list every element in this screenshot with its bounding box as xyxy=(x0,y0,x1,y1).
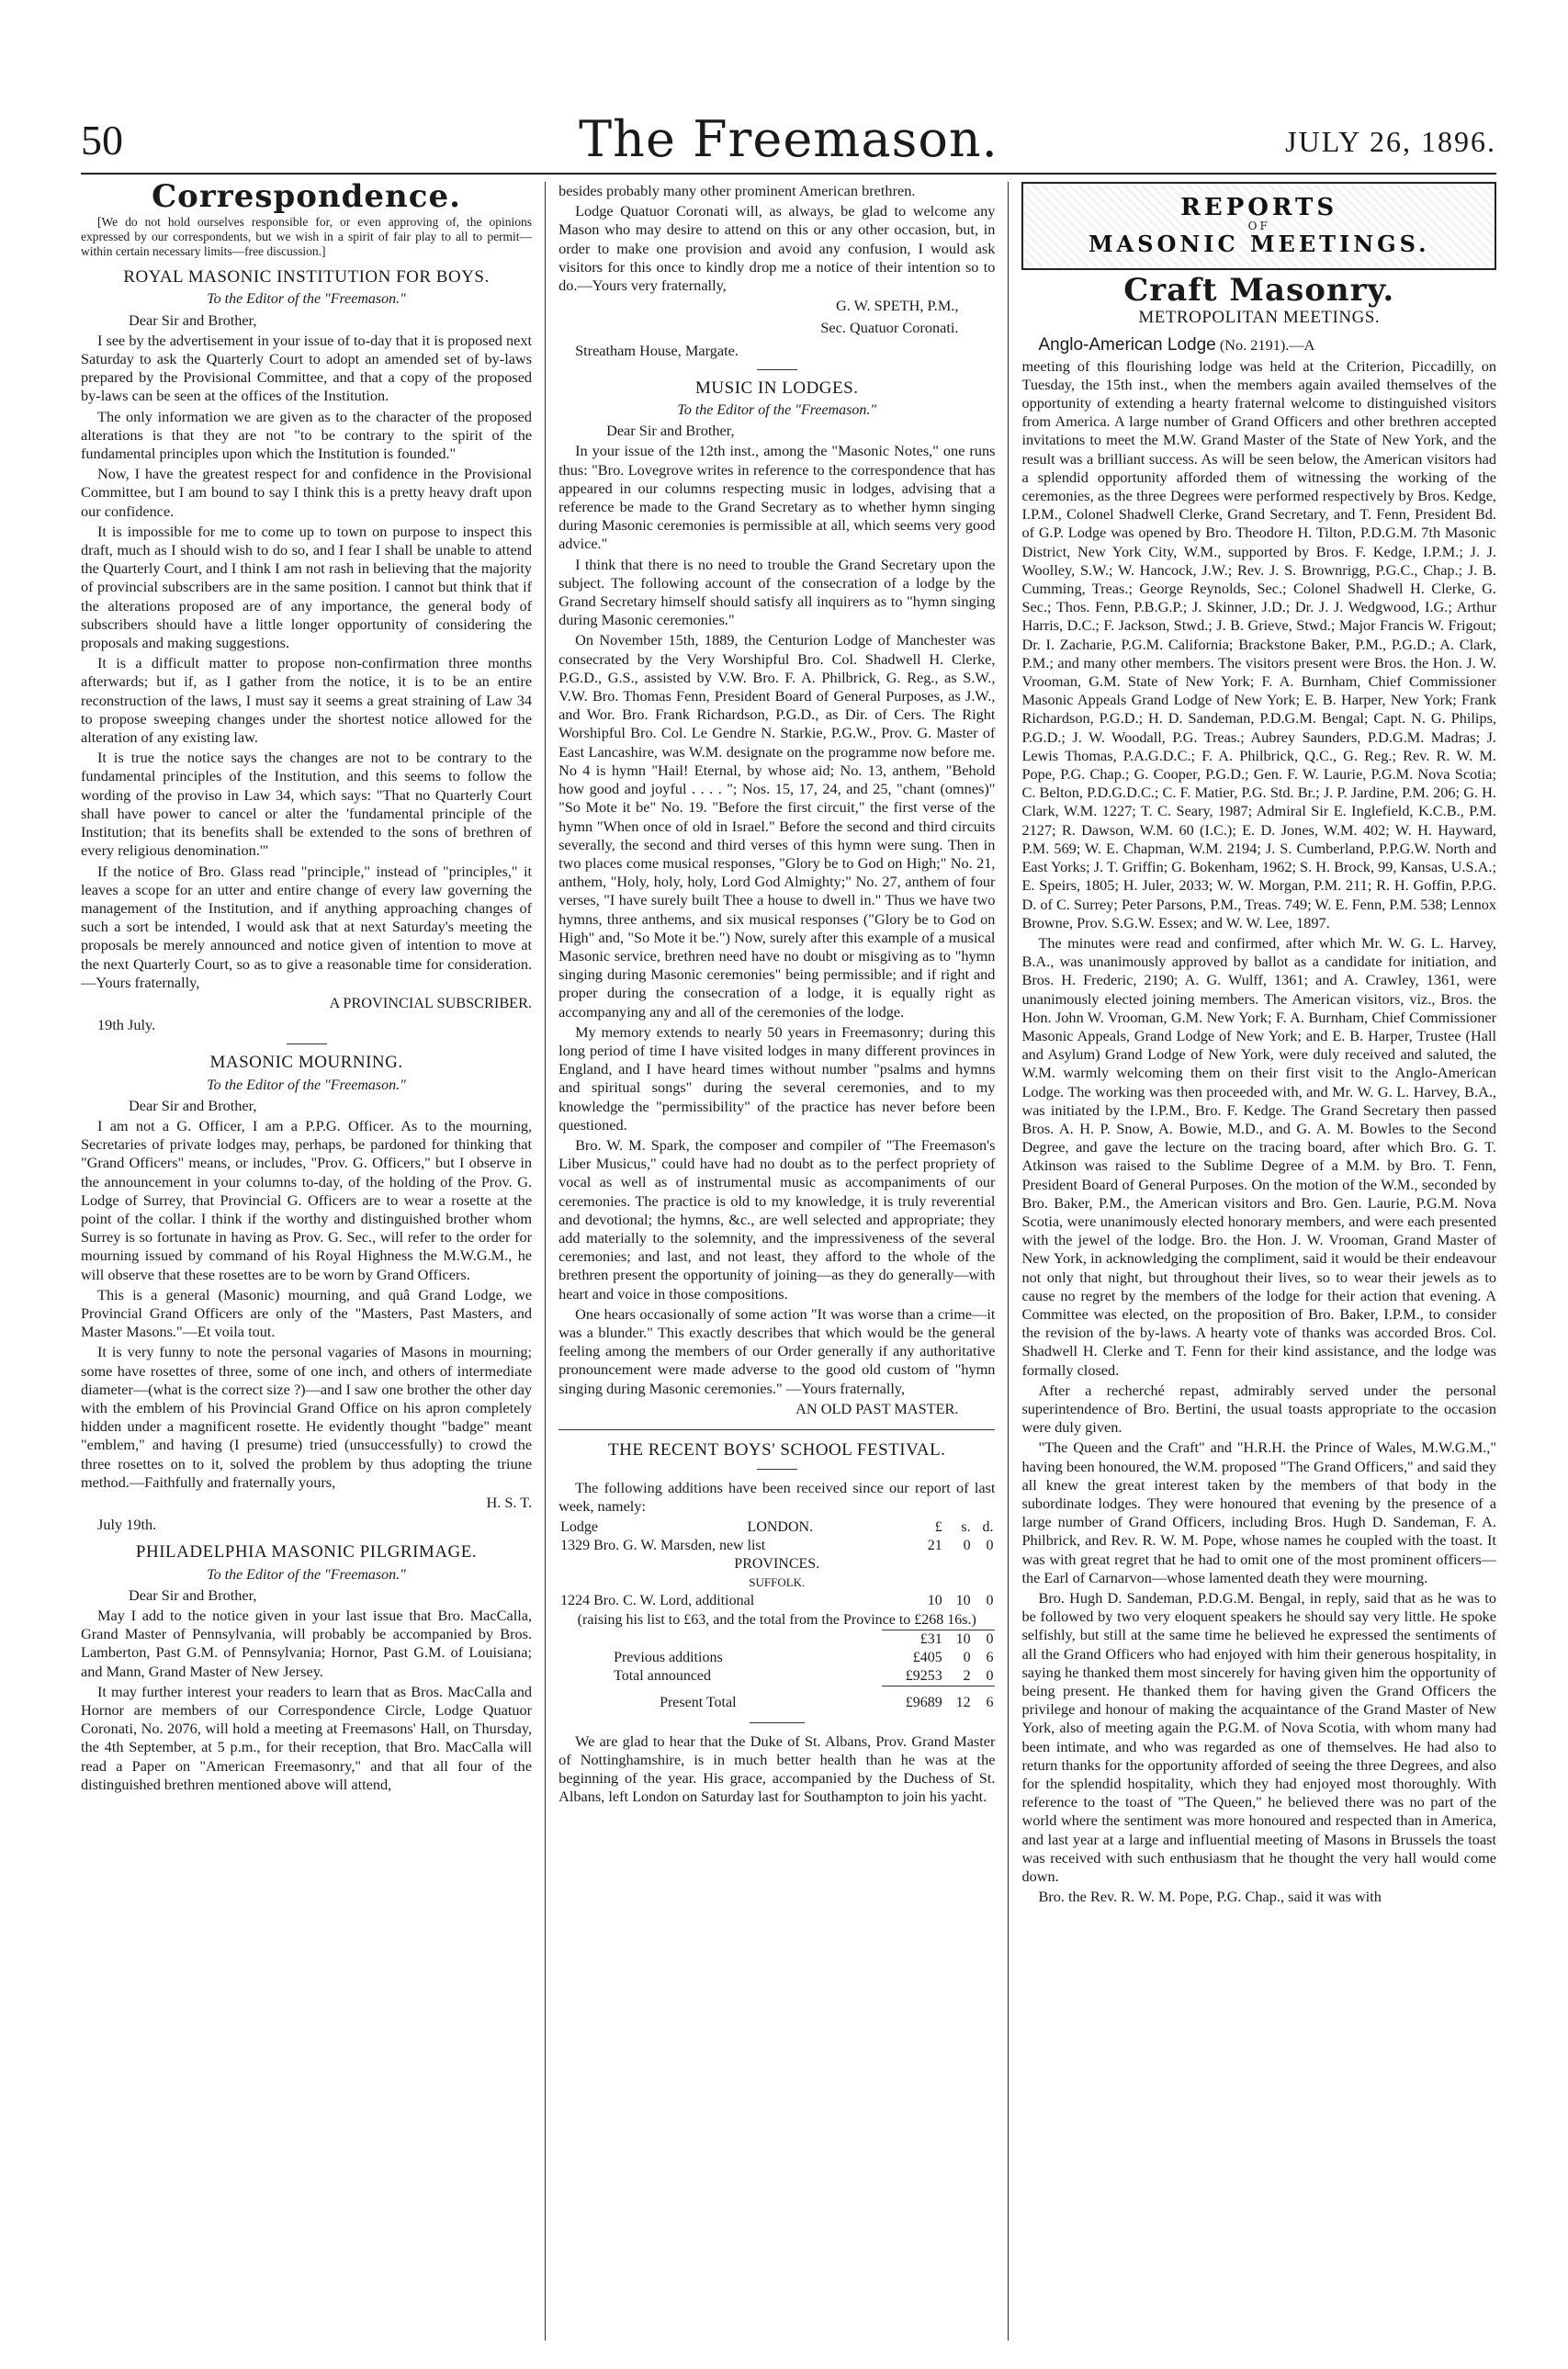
entry-pence: 0 xyxy=(986,1537,994,1553)
paragraph: After a recherché repast, admirably served under the personal superintendence of Bro. Bertini, the usual toasts appropriate to the occasion were duly given. xyxy=(1021,1381,1496,1437)
table-row xyxy=(558,1649,995,1667)
previous-pence: 6 xyxy=(986,1650,994,1666)
divider xyxy=(287,1043,327,1044)
subtotal-shillings: 10 xyxy=(944,1630,973,1649)
announced-label: Total announced xyxy=(614,1668,712,1685)
letter-heading: MASONIC MOURNING. xyxy=(209,1053,403,1073)
present-total-pounds: £9689 xyxy=(882,1687,944,1713)
entry-pounds: 10 xyxy=(927,1593,942,1609)
section-title-craft-masonry: Craft Masonry. xyxy=(1123,272,1395,309)
paragraph: "The Queen and the Craft" and "H.R.H. the Prince of Wales, M.W.G.M.," having been honoured, the W.M. proposed "The Grand Officers," and said they all knew the great interest taken by the members of that body in the subordinate lodges. They were honoured that evening by the presence of a large number of Grand Officers, including Bros. Hugh D. Sandeman, F. A. Philbrick, and Rev. R. W. M. Pope, whose names he coupled with the toast. It was with great regret that he had to omit one of the most prominent officers—the Earl of Carnarvon—whose lamented death they were mourning. xyxy=(1021,1438,1496,1586)
table-row xyxy=(558,1611,995,1630)
letter-address: Streatham House, Margate. xyxy=(575,341,739,359)
paragraph: In your issue of the 12th inst., among the "Masonic Notes," one runs thus: "Bro. Lovegrove writes in reference to the correspondence that has appeared in our columns respecting music in lodges, advising that a reference be made to the Grand Secretary as to whether hymn singing during Masonic ceremonies is permissible at all, which seems very good advice." xyxy=(558,442,996,553)
letter-salutation: Dear Sir and Brother, xyxy=(129,1585,257,1604)
letter-salutation: Dear Sir and Brother, xyxy=(129,310,257,329)
masthead xyxy=(81,110,1496,175)
divider xyxy=(558,1429,995,1430)
editorial-note: [We do not hold ourselves responsible for, or even approving of, the opinions expressed by our correspondents, but we wish in a spirit of fair play to all to permit—within certain necessary limits—free discussion.] xyxy=(81,215,533,259)
announced-pence: 0 xyxy=(986,1668,994,1685)
paragraph: Now, I have the greatest respect for and confidence in the Provisional Committee, but I am bound to say I think this is a pretty heavy draft upon our confidence. xyxy=(81,465,533,520)
letter-heading: MUSIC IN LODGES. xyxy=(695,378,859,398)
shillings-header: s. xyxy=(961,1518,971,1535)
letter-addressee: To the Editor of the "Freemason." xyxy=(207,291,406,308)
table-row xyxy=(558,1630,995,1649)
announced-shillings: 2 xyxy=(963,1668,971,1685)
entry-pounds: 21 xyxy=(927,1537,942,1553)
paragraph: The following additions have been received since our report of last week, namely: xyxy=(558,1479,996,1516)
paragraph: It is impossible for me to come up to town on purpose to inspect this draft, much as I should wish to do so, and I fear I shall be unable to attend the Quarterly Court, and I think I am not rash in believing that the majority of provincial subscribers are in the same position. I cannot but think that if the alterations proposed are of any importance, the general body of subscribers should have a little longer opportunity of considering the proposals and making suggestions. xyxy=(81,522,533,652)
pence-header: d. xyxy=(982,1518,994,1535)
paragraph: meeting of this flourishing lodge was held at the Criterion, Piccadilly, on Tuesday, the 15th inst., when the members again availed themselves of the opportunity of extending a hearty fraternal welcome to distinguished visitors from America. A large number of Grand Officers and other brethren accepted invitations to meet the M.W. Grand Master of the State of New York, and the result was a brilliant success. As will be seen below, the American visitors had a splendid opportunity afforded them of witnessing the working of the ceremonies, as the three Degrees were performed respectively by Bros. Kedge, I.P.M., Colonel Shadwell Clerke, Grand Secretary, and T. Fenn, President Bd. of G.P. Lodge was opened by Bro. Theodore H. Tilton, P.D.G.M. 7th Masonic District, New York City, W.M., supported by Bros. F. Kedge, I.P.M.; J. J. Woolley, S.W.; W. Hancock, J.W.; Rev. J. S. Brownrigg, P.G.C., Chap.; J. B. Cumming, Treas.; George Reynolds, Sec.; Colonel Shadwell H. Clerke, G. Sec.; Thos. Fenn, P.B.G.P.; J. Skinner, J.D.; Dr. J. J. Wedgwood, I.G.; Arthur Harris, D.C.; F. Jackson, Stwd.; J. B. Grieve, Stwd.; Major Francis W. Frigout; Dr. I. Zacharie, P.G.M. California; Brackstone Baker, P.M., P.G.D.; A. Clark, P.M.; and many other members. The visitors present were Bros. the Hon. J. W. Vrooman, G.M. State of New York; F. A. Burnham, Chief Commissioner Masonic Appeals Grand Lodge of New York; E. B. Harper, New York; Frank Richardson, P.G.D.; H. D. Sandeman, P.D.G.M. Bengal; Capt. N. G. Philips, P.G.D.; J. W. Woodall, P.G. Treas.; Aubrey Saunders, P.D.G.M. Madras; J. Lewis Thomas, P.A.G.D.C.; F. A. Philbrick, Q.C., G. Reg.; Rev. R. W. M. Pope, P.G. Chap.; G. Cooper, P.G.D.; Gen. F. W. Laurie, P.G.M. Nova Scotia; C. Belton, P.D.G.D.C.; C. F. Matier, P.G. Std. Br.; J. P. Jardine, P.M. 206; G. H. Clark, W.M. 1227; T. C. Seary, 1987; Admiral Sir E. Inglefield, K.C.B., P.M. 2127; R. Dawson, W.M. 60 (I.C.); E. D. Jones, W.M. 402; W. H. Hayward, P.M. 569; W. E. Chapman, W.M. 2194; J. S. Cumberland, P.P.G.W. North and East Yorks; J. T. Griffin; G. Bokenham, 1962; S. H. Brock, 99, Kansas, U.S.A.; E. Speirs, 1805; H. Juler, 2033; W. W. Morgan, P.M. 211; R. H. Goffin, P.P.G. D. of C. Surrey; Peter Parsons, P.M., Treas. 749; W. E. Fenn, P.M. 538; Lennox Browne, Prov. S.G.W. Essex; and W. W. Lee, 1897. xyxy=(1021,356,1496,931)
paragraph: I see by the advertisement in your issue of to-day that it is proposed next Saturday to ask the Quarterly Court to adopt an amended set of by-laws prepared by the Provisional Committee, and that a copy of the proposed by-laws can be seen at the offices of the Institution. xyxy=(81,331,533,405)
letter-salutation: Dear Sir and Brother, xyxy=(129,1096,257,1114)
letter-heading: PHILADELPHIA MASONIC PILGRIMAGE. xyxy=(135,1542,478,1562)
letter-signature: A PROVINCIAL SUBSCRIBER. xyxy=(329,993,533,1011)
divider xyxy=(757,1469,797,1470)
provinces-label: PROVINCES. xyxy=(734,1556,820,1573)
banner-line-2: OF xyxy=(1247,219,1270,232)
paragraph: Lodge Quatuor Coronati will, as always, be glad to welcome any Mason who may desire to attend on this or any other occasion, but, in order to make one provision and avoid any confusion, I would ask visitors for this once to kindly drop me a notice of their intention so to do.—Yours very fraternally, xyxy=(558,202,996,295)
columns xyxy=(81,182,1496,2341)
lodge-label: Lodge xyxy=(560,1518,598,1535)
previous-pounds: £405 xyxy=(912,1650,942,1666)
entry-pence: 0 xyxy=(986,1593,994,1609)
paragraph: I think that there is no need to trouble the Grand Secretary upon the subject. The following account of the consecration of a lodge by the Grand Secretary himself should satisfy all inquirers as to "hymn singing during Masonic ceremonies." xyxy=(558,555,996,629)
paragraph: The minutes were read and confirmed, after which Mr. W. G. L. Harvey, B.A., was unanimously approved by ballot as a candidate for initiation, and Bros. H. Frederic, 2190; A. G. Wulff, 1361; and A. Crawley, 1361, were unanimously elected joining members. The American visitors, viz., Bros. the Hon. John W. Vrooman, G.M. New York; F. A. Burnham, Chief Commissioner Masonic Appeals, Grand Lodge of New York; and E. B. Harper, Trustee (Hall and Asylum) Grand Lodge of New York, were duly received and saluted, the W.M. warmly welcoming them on their first visit to the Anglo-American Lodge. The working was then proceeded with, and Mr. W. G. L. Harvey, B.A., was initiated by the I.P.M., Bro. F. Kedge. The Grand Secretary then passed Bros. A. H. P. Snow, A. Bowie, M.D., and G. A. M. Bowles to the Second Degree, and gave the lecture on the tracing board, after which Bro. G. T. Atkinson was raised to the Sublime Degree of a M.M. by Bro. T. Fenn, President Board of General Purposes. On the motion of the W.M., seconded by Bro. Baker, P.M., the American visitors and Bro. Gen. Laurie, P.G.M. Nova Scotia, were unanimously elected honorary members, and were each presented with the jewel of the lodge. Bro. the Hon. J. W. Vrooman, Grand Master of New York, in acknowledging the compliment, said it would be their endeavour not only that night, but throughout their lives, so to wear their jewels as to cause no regret by the members of the lodge for their action that evening. A Committee was elected, on the proposition of Bro. Baker, I.P.M., to consider the revision of the by-laws. A hearty vote of thanks was accorded Bros. Col. Shadwell H. Clerke and T. Fenn for their kind assistance, and the lodge was formally closed. xyxy=(1021,933,1496,1379)
table-row xyxy=(558,1667,995,1687)
letter-salutation: Dear Sir and Brother, xyxy=(606,422,735,440)
letter-addressee: To the Editor of the "Freemason." xyxy=(677,402,877,419)
paragraph: besides probably many other prominent American brethren. xyxy=(558,182,916,199)
suffolk-note: (raising his list to £63, and the total from the Province to £268 16s.) xyxy=(577,1611,976,1628)
previous-shillings: 0 xyxy=(963,1650,971,1666)
lodge-name: Anglo-American Lodge xyxy=(1038,335,1216,355)
letter-signature: G. W. SPETH, P.M., xyxy=(836,297,959,315)
paragraph: It is very funny to note the personal vagaries of Masons in mourning; some have rosettes of three, some of one inch, and others of intermediate diameter—(what is the correct size ?)—and I saw one brother the other day with the emblem of his Provincial Grand Office on his apron completely hidden under a magnificent rosette. He evidently thought "badge" meant "emblem," and having (I presume) tried (unsuccessfully) to crowd the three rosettes on to it, solved the problem by thus adopting the triune method.—Faithfully and fraternally yours, xyxy=(81,1343,533,1491)
divider xyxy=(757,369,797,370)
paragraph: May I add to the notice given in your last issue that Bro. MacCalla, Grand Master of Pennsylvania, will probably be accompanied by Bros. Lamberton, Past G.M. of Pennsylvania; Hornor, Past G.M. of Louisiana; and Mann, Grand Master of New Jersey. xyxy=(81,1607,533,1680)
letter-signature-title: Sec. Quatuor Coronati. xyxy=(820,319,959,337)
letter-signature: AN OLD PAST MASTER. xyxy=(795,1399,959,1417)
column-3 xyxy=(1009,182,1496,2341)
reports-banner xyxy=(1021,182,1496,270)
page-number: 50 xyxy=(81,117,123,164)
paragraph: One hears occasionally of some action "It was worse than a crime—it was a blunder." This exactly describes that which would be the general feeling among the members of our Order generally if any authoritative pronouncement were made adverse to the good old custom of "hymn singing during Masonic ceremonies." —Yours fraternally, xyxy=(558,1304,996,1397)
banner-line-1: REPORTS xyxy=(1180,193,1338,221)
paragraph: If the notice of Bro. Glass read "principle," instead of "principles," it leaves a scope for an utter and entire change of every law governing the management of the Institution, and if anything approaching changes of such a sort be intended, I would ask that at next Saturday's meeting the proposals be merely announced and notice given of intention to move at the next Quarterly Court, so as to give a reasonable time for consideration.—Yours fraternally, xyxy=(81,862,533,991)
present-total-label: Present Total xyxy=(660,1694,737,1710)
issue-date: JULY 26, 1896. xyxy=(1285,125,1496,158)
column-1 xyxy=(81,182,545,2341)
column-2 xyxy=(545,182,1009,2341)
sub-heading: METROPOLITAN MEETINGS. xyxy=(1138,308,1381,328)
table-row xyxy=(558,1592,995,1610)
present-total-pence: 6 xyxy=(973,1687,996,1713)
paragraph: We are glad to hear that the Duke of St. Albans, Prov. Grand Master of Nottinghamshire, is in much better health than he was at the beginning of the year. His grace, accompanied by the Duchess of St. Albans, left London on Saturday last for Southampton to join his yacht. xyxy=(558,1732,996,1806)
london-label: LONDON. xyxy=(747,1518,814,1535)
paragraph: On November 15th, 1889, the Centurion Lodge of Manchester was consecrated by the Very Worshipful Bro. Col. Shadwell H. Clerke, P.G.D., G.S., assisted by V.W. Bro. F. A. Philbrick, G. Reg., as S.W., V.W. Bro. Thomas Fenn, President Board of General Purposes, as J.W., and Wor. Bro. Frank Richardson, P.G.D., as Dir. of Cers. The Right Worshipful Bro. Col. Le Gendre N. Starkie, P.G.W., Prov. G. Master of East Lancashire, was W.M. designate on the programme now before me. No 4 is hymn "Hail! Eternal, by whose aid; No. 13, anthem, "Behold how good and joyful . . . . "; Nos. 15, 17, 24, and 25, "chant (omnes)" "So Mote it be" No. 19. "Before the first circuit," the first verse of the hymn "When once of old in Israel." Before the second and third circuits severally, the second and third verses of this hymn were sung. Then in two places come musical responses, "Glory be to God on High;" No. 21, anthem, "Holy, holy, holy, Lord God Almighty;" No. 27, anthem of four verses, "I have surely built Thee a house to dwell in." Thus we have two hymns, three anthems, and six musical responses ("Glory be to God on High" and, "So Mote it be.") Now, surely after this example of a musical Masonic service, brethren need have no doubt or misgiving as to "hymn singing during Masonic ceremonies" being permissible; and if right and proper during the consecration of a lodge, it is equally right as accompanying any and all of the ceremonies of the lodge. xyxy=(558,631,996,1021)
suffolk-label: SUFFOLK. xyxy=(749,1575,806,1590)
letter-addressee: To the Editor of the "Freemason." xyxy=(207,1566,406,1583)
table-row xyxy=(558,1518,995,1537)
subscriptions-table xyxy=(558,1518,995,1713)
letter-heading: ROYAL MASONIC INSTITUTION FOR BOYS. xyxy=(123,267,490,288)
table-row xyxy=(558,1537,995,1555)
festival-heading: THE RECENT BOYS' SCHOOL FESTIVAL. xyxy=(608,1440,946,1460)
section-title-correspondence: Correspondence. xyxy=(152,182,461,215)
present-total-shillings: 12 xyxy=(944,1687,973,1713)
entry-text: 1224 Bro. C. W. Lord, additional xyxy=(560,1593,755,1609)
letter-date: July 19th. xyxy=(97,1516,157,1534)
previous-label: Previous additions xyxy=(614,1650,723,1666)
paragraph: The only information we are given as to the character of the proposed alterations is that they are not "to be contrary to the spirit of the fundamental principles upon which the Institution is founded." xyxy=(81,407,533,463)
ornament-divider xyxy=(750,1722,805,1723)
paragraph: Bro. the Rev. R. W. M. Pope, P.G. Chap., said it was with xyxy=(1038,1888,1382,1906)
letter-addressee: To the Editor of the "Freemason." xyxy=(207,1077,406,1093)
paragraph: Bro. Hugh D. Sandeman, P.D.G.M. Bengal, in reply, said that as he was to be followed by two very eloquent speakers he should say very little. He spoke selfishly, but still at the same time he believed he expressed the sentiments of all the Grand Officers who had enjoyed with him their generous hospitality, in saying he thanked them most sincerely for having given him the opportunity of being present. He thanked them for having given the Grand Officers the privilege and honour of making the acquaintance of the Grand Master of New York, also of meeting again the P.G.M. of Nova Scotia, with whom many had been intimate, and who was regarded as one of themselves. He had also to return thanks for the opportunity afforded of seeing the three Degrees, and also for the splendid hospitality, which they had enjoyed most thoroughly. With reference to the toast of "The Queen," he believed there was no part of the world where the sentiment was more honoured and respected than in America, and last year at a large and influential meeting of Masons in Brussels the toast was received with such enthusiasm that he thought the very hall would come down. xyxy=(1021,1589,1496,1886)
table-row xyxy=(558,1574,995,1592)
newspaper-title: The Freemason. xyxy=(579,110,998,168)
announced-pounds: £9253 xyxy=(905,1668,942,1685)
subtotal-pounds: £31 xyxy=(882,1630,944,1649)
entry-shillings: 0 xyxy=(963,1537,971,1553)
pounds-header: £ xyxy=(934,1518,942,1535)
letter-signature: H. S. T. xyxy=(486,1494,533,1511)
table-row xyxy=(558,1555,995,1574)
entry-text: 1329 Bro. G. W. Marsden, new list xyxy=(560,1537,766,1553)
table-row xyxy=(558,1687,995,1713)
paragraph: It is true the notice says the changes are not to be contrary to the fundamental principles of the Institution, and this seems to follow the wording of the proviso in Law 34, which says: "That no Quarterly Court shall have power to cancel or alter the 'fundamental principle of the Institution; that its benefits shall be extended to the sons of brethren of every religious denomination.'" xyxy=(81,749,533,860)
paragraph: My memory extends to nearly 50 years in Freemasonry; during this long period of time I have visited lodges in many different provinces in England, and I have heard times without number "psalms and hymns and spiritual songs" during the several ceremonies, and to my knowledge the "permissibility" of the practice has never before been questioned. xyxy=(558,1022,996,1134)
paragraph: It is a difficult matter to propose non-confirmation three months afterwards; but if, as I gather from the notice, it is to be an entire reconstruction of the laws, I must say it seems a great straining of Law 34 to propose sweeping changes under the shortest notice allowed for the alteration of any existing law. xyxy=(81,654,533,747)
paragraph: Bro. W. M. Spark, the composer and compiler of "The Freemason's Liber Musicus," could have had no doubt as to the perfect propriety of vocal as well as of instrumental music as accompaniments of our ceremonies. The practice is old to my knowledge, it is truly reverential and devotional; the hymns, &c., are well selected and appropriate; they add materially to the solemnity, and the impressiveness of the several ceremonies; and last, and not least, they afford to the whole of the brethren present the opportunity of joining—as they do generally—with heart and voice in those compositions. xyxy=(558,1135,996,1303)
banner-line-3: MASONIC MEETINGS. xyxy=(1088,231,1430,258)
lodge-intro xyxy=(1021,336,1496,355)
lodge-number: (No. 2191).—A xyxy=(1219,336,1315,355)
paragraph: It may further interest your readers to learn that as Bros. MacCalla and Hornor are members of our Correspondence Circle, Lodge Quatuor Coronati, No. 2076, will hold a meeting at Freemasons' Hall, on Thursday, the 4th September, at 5 p.m., for their reception, that Bro. MacCalla will read a Paper on "American Freemasonry," and that all four of the distinguished brethren mentioned above will attend, xyxy=(81,1682,533,1793)
paragraph: This is a general (Masonic) mourning, and quâ Grand Lodge, we Provincial Grand Officers are only of the "Masters, Past Masters, and Master Masons."—Et voila tout. xyxy=(81,1285,533,1341)
entry-shillings: 10 xyxy=(955,1593,971,1609)
paragraph: I am not a G. Officer, I am a P.P.G. Officer. As to the mourning, Secretaries of private lodges may, perhaps, be pardoned for thinking that "Grand Officers" means, or includes, "Prov. G. Officers," but I observe in the announcement in your columns to-day, of the holding of the Prov. G. Lodge of Surrey, that Provincial G. Officers are to wear a rosette at the point of the collar. I think if the worthy and distinguished brother whom Surrey is so fortunate in having as Prov. G. Sec., will refer to the order for mourning issued by command of his Royal Highness the M.W.G.M., he will observe that these rosettes are to be worn by Grand Officers. xyxy=(81,1116,533,1283)
letter-date: 19th July. xyxy=(97,1016,156,1034)
subtotal-pence: 0 xyxy=(973,1630,996,1649)
